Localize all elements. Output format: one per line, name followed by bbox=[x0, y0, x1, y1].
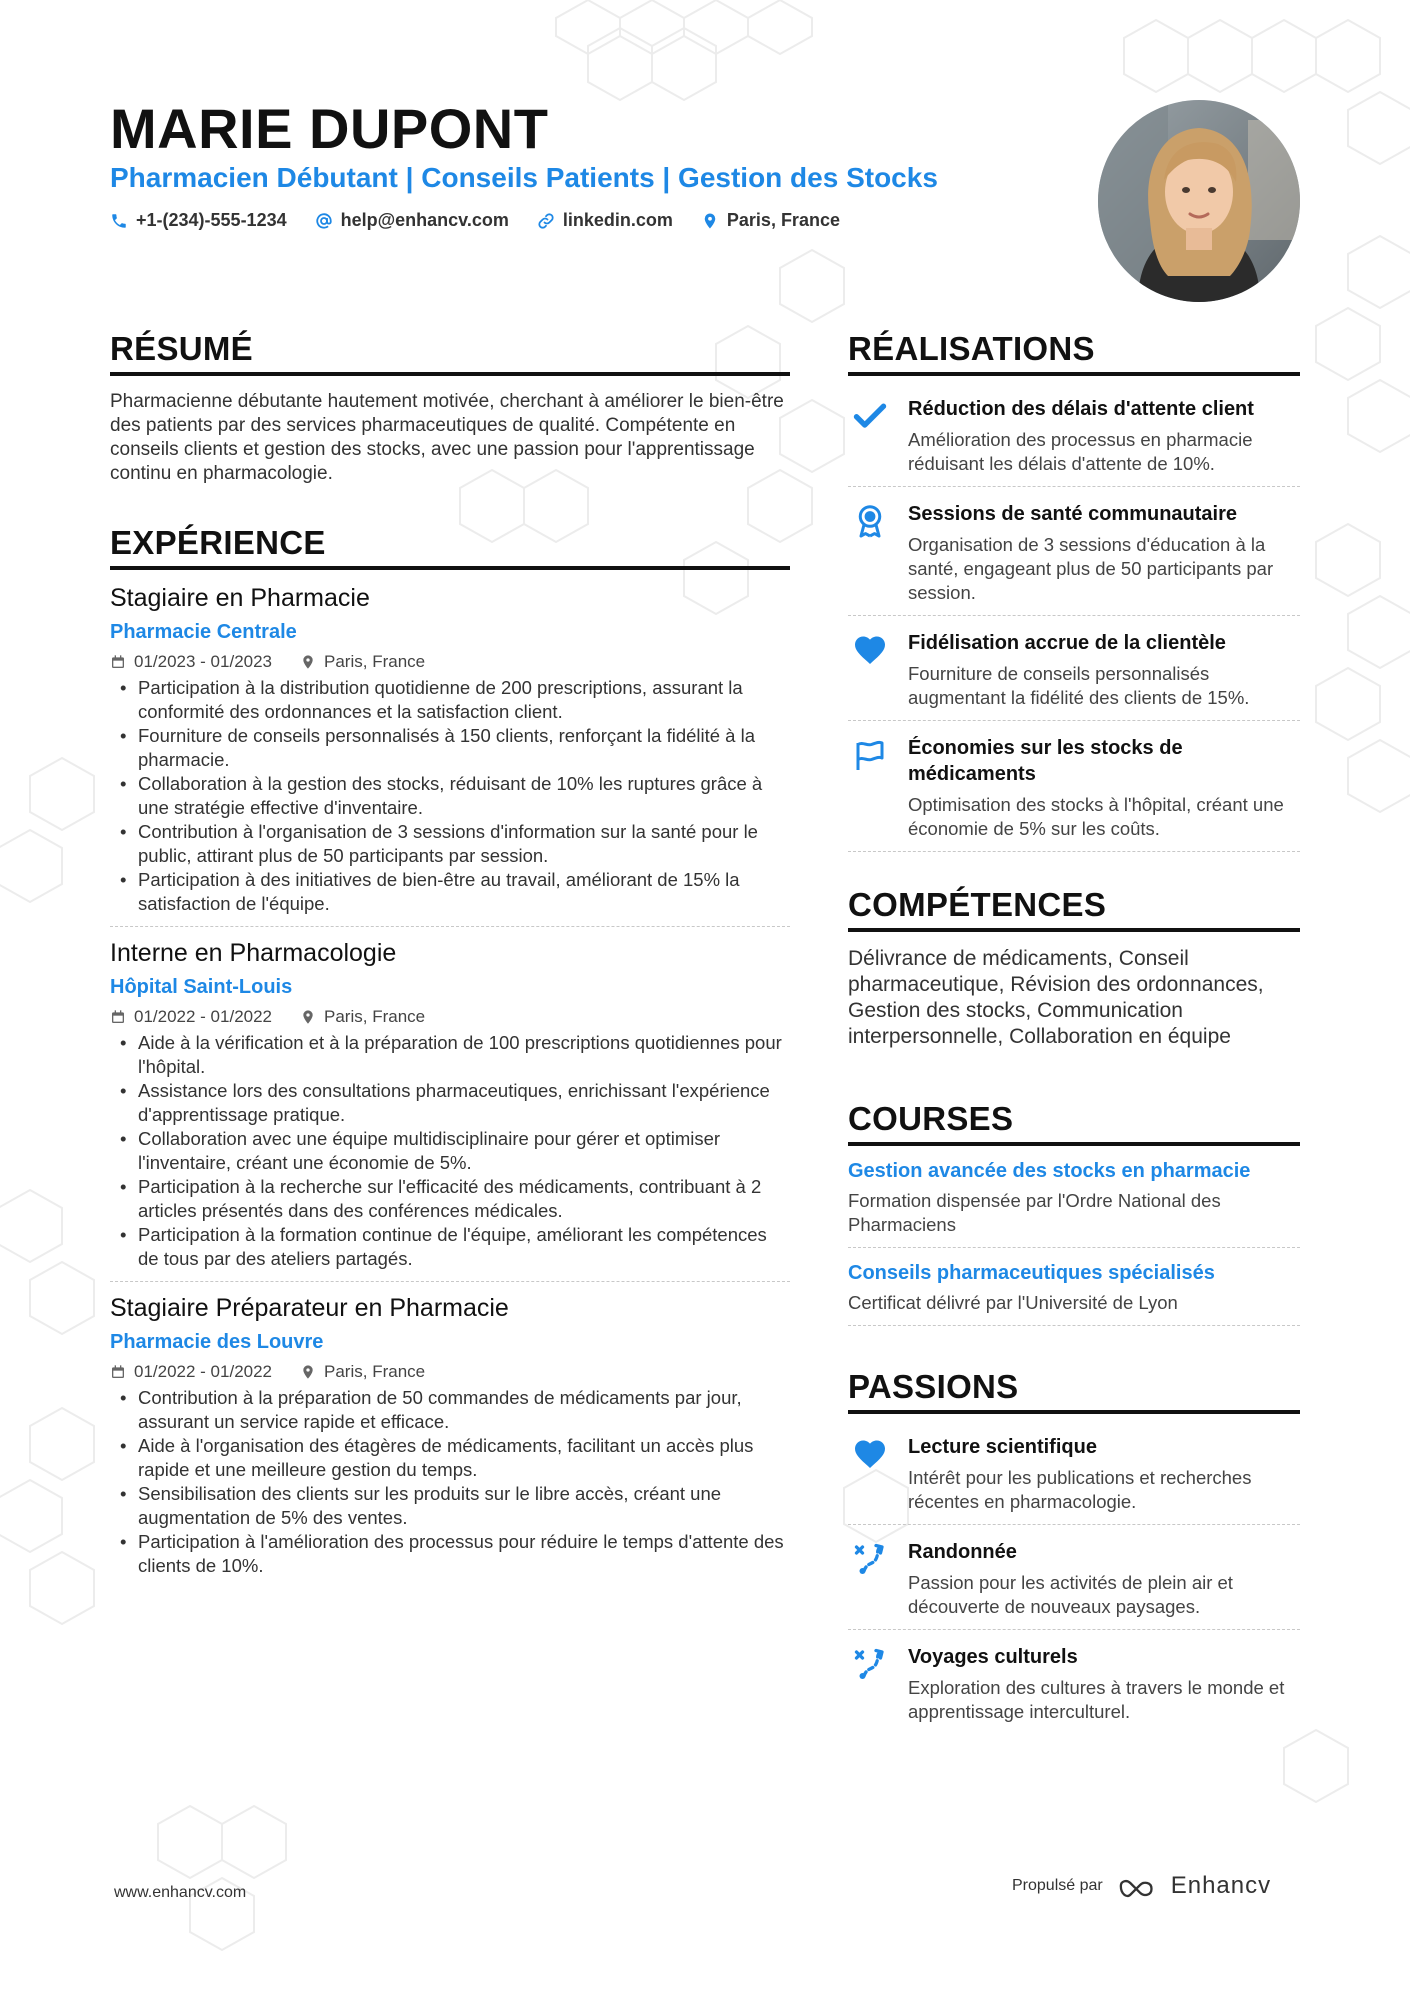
passion-item bbox=[848, 1638, 1300, 1734]
job-dates-text: 01/2023 - 01/2023 bbox=[134, 652, 273, 671]
achievement-desc: Organisation de 3 sessions d'éducation à la santé, engageant plus de 50 participants par session. bbox=[908, 534, 1274, 603]
passion-desc: Exploration des cultures à travers le monde et apprentissage interculturel. bbox=[908, 1677, 1285, 1722]
footer-branding[interactable] bbox=[1012, 1872, 1271, 1900]
heart-icon bbox=[852, 1436, 888, 1472]
passion-title: Randonnée bbox=[908, 1541, 1017, 1563]
job-location-text: Paris, France bbox=[324, 652, 426, 671]
job-bullets bbox=[110, 1031, 790, 1271]
candidate-tagline: Pharmacien Débutant | Conseils Patients | Gestion des Stocks bbox=[110, 162, 938, 193]
route-icon bbox=[852, 1541, 888, 1577]
job-dates-text: 01/2022 - 01/2022 bbox=[134, 1362, 273, 1381]
job-title: Interne en Pharmacologie bbox=[110, 939, 397, 967]
list-item: • Fourniture de conseils personnalisés à 150 clients, renforçant la fidélité à la pharmacie. bbox=[110, 724, 790, 772]
summary-text: Pharmacienne débutante hautement motivée, cherchant à améliorer le bien-être des patients par des services pharmaceutiques de qualité. Compétente en conseils clients et gestion des stocks, avec une passion pour l'apprentissage continu en pharmacologie. bbox=[110, 391, 784, 484]
passion-item bbox=[848, 1533, 1300, 1630]
avatar bbox=[1098, 100, 1300, 302]
course-desc: Certificat délivré par l'Université de Lyon bbox=[848, 1292, 1178, 1313]
job-bullets bbox=[110, 1386, 790, 1578]
job-title: Stagiaire en Pharmacie bbox=[110, 584, 370, 612]
calendar-icon bbox=[110, 1009, 126, 1025]
calendar-icon bbox=[110, 654, 126, 670]
enhancv-logo-icon bbox=[1117, 1874, 1163, 1898]
job-company: Pharmacie des Louvre bbox=[110, 1331, 324, 1353]
job-company: Pharmacie Centrale bbox=[110, 621, 297, 643]
route-icon bbox=[852, 1646, 888, 1682]
achievement-icon-wrap bbox=[848, 396, 892, 476]
achievement-desc: Fourniture de conseils personnalisés augmentant la fidélité des clients de 15%. bbox=[908, 663, 1250, 708]
course-desc: Formation dispensée par l'Ordre National des Pharmaciens bbox=[848, 1190, 1221, 1235]
footer-brand-name: Enhancv bbox=[1170, 1872, 1272, 1899]
contact-phone[interactable] bbox=[110, 210, 287, 231]
list-item: • Participation à la distribution quotidienne de 200 prescriptions, assurant la conformité des ordonnances et la satisfaction client. bbox=[110, 676, 790, 724]
list-item: • Participation à l'amélioration des processus pour réduire le temps d'attente des clients de 10%. bbox=[110, 1530, 790, 1578]
job-bullets bbox=[110, 676, 790, 916]
link-icon bbox=[537, 212, 555, 230]
list-item: • Sensibilisation des clients sur les produits sur le libre accès, créant une augmentation de 5% des ventes. bbox=[110, 1482, 790, 1530]
checkmark-icon bbox=[852, 398, 888, 434]
passion-icon-wrap bbox=[848, 1539, 892, 1619]
job-title: Stagiaire Préparateur en Pharmacie bbox=[110, 1294, 509, 1322]
achievement-desc: Amélioration des processus en pharmacie réduisant les délais d'attente de 10%. bbox=[908, 429, 1253, 474]
location-text: Paris, France bbox=[726, 210, 840, 230]
passion-item bbox=[848, 1428, 1300, 1525]
achievement-desc: Optimisation des stocks à l'hôpital, créant une économie de 5% sur les coûts. bbox=[908, 794, 1284, 839]
achievement-title: Réduction des délais d'attente client bbox=[908, 398, 1254, 420]
achievement-item bbox=[848, 495, 1300, 616]
achievement-item bbox=[848, 390, 1300, 487]
passion-title: Lecture scientifique bbox=[908, 1436, 1097, 1458]
achievements-heading: RÉALISATIONS bbox=[848, 330, 1300, 376]
job-entry bbox=[110, 1294, 790, 1588]
job-location bbox=[300, 1362, 425, 1382]
job-dates-text: 01/2022 - 01/2022 bbox=[134, 1007, 273, 1026]
location-icon bbox=[300, 1009, 316, 1025]
passion-desc: Intérêt pour les publications et recherches récentes en pharmacologie. bbox=[908, 1467, 1252, 1512]
summary-heading: RÉSUMÉ bbox=[110, 330, 790, 376]
list-item: • Contribution à l'organisation de 3 sessions d'information sur la santé pour le public, attirant plus de 50 participants par session. bbox=[110, 820, 790, 868]
job-dates bbox=[110, 652, 272, 672]
job-entry bbox=[110, 939, 790, 1282]
job-location bbox=[300, 652, 425, 672]
list-item: • Participation à la recherche sur l'efficacité des médicaments, contribuant à 2 articles présentés dans des conférences médicales. bbox=[110, 1175, 790, 1223]
achievement-icon-wrap bbox=[848, 501, 892, 605]
passion-icon-wrap bbox=[848, 1644, 892, 1724]
calendar-icon bbox=[110, 1364, 126, 1380]
list-item: • Participation à des initiatives de bien-être au travail, améliorant de 15% la satisfaction de l'équipe. bbox=[110, 868, 790, 916]
job-entry bbox=[110, 584, 790, 927]
contact-list bbox=[110, 210, 840, 231]
job-location-text: Paris, France bbox=[324, 1362, 426, 1381]
flag-icon bbox=[852, 737, 888, 773]
list-item: • Contribution à la préparation de 50 commandes de médicaments par jour, assurant un service rapide et efficace. bbox=[110, 1386, 790, 1434]
right-column bbox=[848, 330, 1300, 1742]
courses-heading: COURSES bbox=[848, 1100, 1300, 1146]
job-location bbox=[300, 1007, 425, 1027]
award-ribbon-icon bbox=[852, 503, 888, 539]
job-meta bbox=[110, 1007, 790, 1027]
footer-website[interactable]: www.enhancv.com bbox=[114, 1884, 247, 1901]
skills-text: Délivrance de médicaments, Conseil pharmaceutique, Révision des ordonnances, Gestion des stocks, Communication interpersonnelle, Collaboration en équipe bbox=[848, 947, 1264, 1048]
job-location-text: Paris, France bbox=[324, 1007, 426, 1026]
location-icon bbox=[300, 1364, 316, 1380]
enhancv-logo bbox=[1117, 1872, 1271, 1900]
achievement-icon-wrap bbox=[848, 735, 892, 841]
skills-heading: COMPÉTENCES bbox=[848, 886, 1300, 932]
job-dates bbox=[110, 1007, 272, 1027]
linkedin-text: linkedin.com bbox=[562, 210, 673, 230]
course-item bbox=[848, 1262, 1300, 1326]
at-icon bbox=[315, 212, 333, 230]
course-item bbox=[848, 1160, 1300, 1248]
achievement-title: Économies sur les stocks de médicaments bbox=[908, 737, 1183, 785]
contact-email[interactable] bbox=[315, 210, 509, 231]
achievement-item bbox=[848, 729, 1300, 852]
footer-powered-by: Propulsé par bbox=[1012, 1877, 1103, 1894]
list-item: • Participation à la formation continue de l'équipe, améliorant les compétences de tous par des ateliers partagés. bbox=[110, 1223, 790, 1271]
achievement-title: Sessions de santé communautaire bbox=[908, 503, 1238, 525]
candidate-name: MARIE DUPONT bbox=[110, 97, 549, 160]
job-company: Hôpital Saint-Louis bbox=[110, 976, 293, 998]
email-text: help@enhancv.com bbox=[340, 210, 509, 230]
job-meta bbox=[110, 652, 790, 672]
location-icon bbox=[300, 654, 316, 670]
left-column bbox=[110, 330, 790, 1600]
contact-location bbox=[701, 210, 840, 231]
phone-icon bbox=[110, 212, 128, 230]
profile-photo bbox=[1098, 100, 1300, 302]
location-icon bbox=[701, 212, 719, 230]
experience-heading: EXPÉRIENCE bbox=[110, 524, 790, 570]
achievement-title: Fidélisation accrue de la clientèle bbox=[908, 632, 1226, 654]
heart-icon bbox=[852, 632, 888, 668]
job-meta bbox=[110, 1362, 790, 1382]
list-item: • Aide à la vérification et à la préparation de 100 prescriptions quotidiennes pour l'hôpital. bbox=[110, 1031, 790, 1079]
list-item: • Collaboration à la gestion des stocks, réduisant de 10% les ruptures grâce à une stratégie effective d'inventaire. bbox=[110, 772, 790, 820]
achievement-icon-wrap bbox=[848, 630, 892, 710]
list-item: • Assistance lors des consultations pharmaceutiques, enrichissant l'expérience d'apprentissage pratique. bbox=[110, 1079, 790, 1127]
course-title: Conseils pharmaceutiques spécialisés bbox=[848, 1262, 1215, 1284]
phone-text: +1-(234)-555-1234 bbox=[136, 210, 287, 230]
list-item: • Collaboration avec une équipe multidisciplinaire pour gérer et optimiser l'inventaire, créant une économie de 5%. bbox=[110, 1127, 790, 1175]
job-dates bbox=[110, 1362, 272, 1382]
course-title: Gestion avancée des stocks en pharmacie bbox=[848, 1160, 1251, 1182]
contact-linkedin[interactable] bbox=[537, 210, 673, 231]
passion-title: Voyages culturels bbox=[908, 1646, 1078, 1668]
passion-desc: Passion pour les activités de plein air et découverte de nouveaux paysages. bbox=[908, 1572, 1233, 1617]
list-item: • Aide à l'organisation des étagères de médicaments, facilitant un accès plus rapide et une meilleure gestion du temps. bbox=[110, 1434, 790, 1482]
passions-heading: PASSIONS bbox=[848, 1368, 1300, 1414]
passion-icon-wrap bbox=[848, 1434, 892, 1514]
achievement-item bbox=[848, 624, 1300, 721]
